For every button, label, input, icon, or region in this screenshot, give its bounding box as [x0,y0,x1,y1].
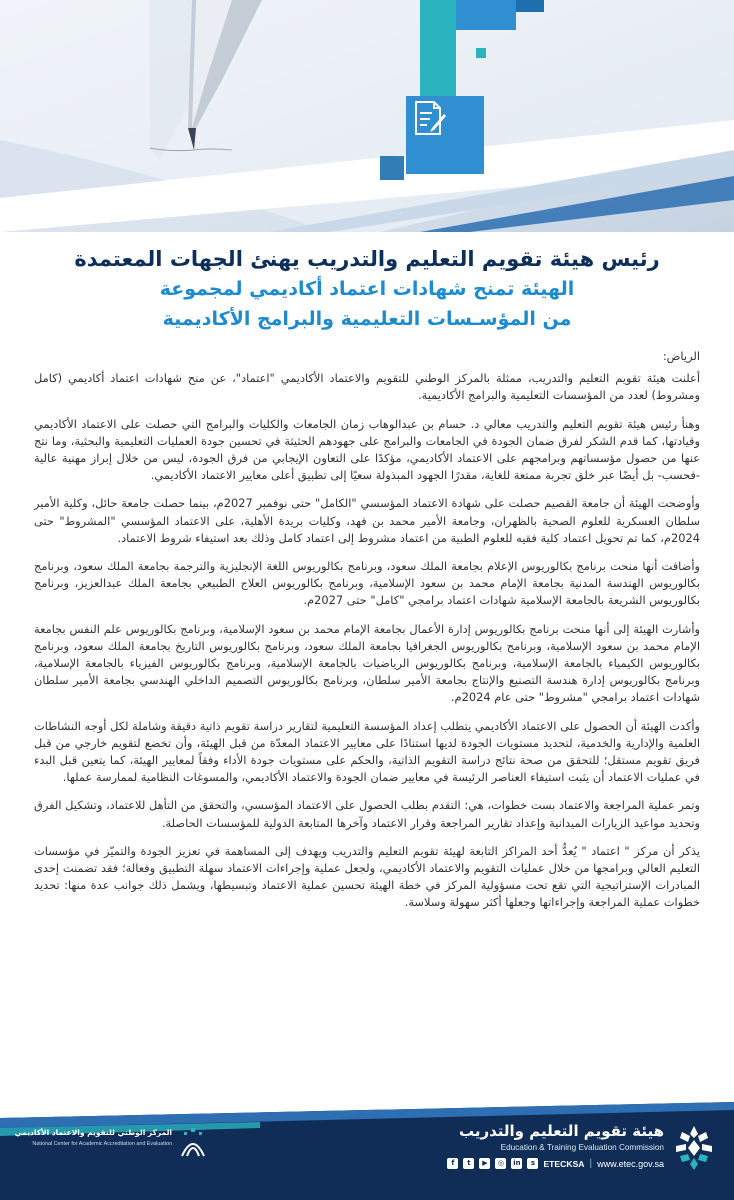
paragraph: أعلنت هيئة تقويم التعليم والتدريب، ممثلة بالمركز الوطني للتقويم والاعتماد الأكاديمي "اعتماد"، عن منح شهادات اعتماد أكاديمي (كامل ومشروط) لعدد من المؤسسات التعليمية والبرامج الأكاديمية. [34,371,700,403]
ncaaa-emblem-icon [178,1126,208,1164]
linkedin-icon[interactable]: in [513,1159,521,1167]
paragraph: وأشارت الهيئة إلى أنها منحت برنامج بكالوريوس إدارة الأعمال بجامعة الإمام محمد بن سعود الإسلامية، وبرنامج بكالوريوس علم النفس بجامعة الإمام محمد بن سعود الإسلامية، وبرنامج بكالوريوس الجغرافيا بجامعة الملك سعود، وبرنامج بكالوريوس التاريخ بجامعة الملك سعود، وبرنامج بكالوريوس الكيمياء بالجامعة الإسلامية، وبرنامج بكالوريوس الرياضيات بالجامعة الإسلامية، وبرنامج بكالوريوس الفيزياء بالجامعة الإسلامية، وبرنامج بكالوريوس إدارة هندسة التصنيع والإنتاج بجامعة الأمير سلطان، وبرنامج بكالوريوس التصميم الداخلي الهندسي بجامعة الأمير سلطان شهادات اعتماد برامجي "مشروط" حتى عام 2024م. [34,621,700,705]
paragraph: يذكر أن مركز " اعتماد " يُعدُّ أحد المراكز التابعة لهيئة تقويم التعليم والتدريب ويهدف إلى المساهمة في تعزيز الجودة والتميّز في مؤسسات التعليم العالي وبرامجها من خلال عمليات التقويم والاعتماد الأكاديمي، ولجعل عملية وإجراءات الاعتماد سهلة التطبيق وفعالة؛ فقد تضمنت إحدى المبادرات الإستراتيجية التي تقع تحت مسؤولية المركز في خطة الهيئة تحسين عملية الاعتماد وتبسيطها، ويشمل ذلك جوانب عدة منها: تحديد خطوات عملية المراجعة وإجراءاتها وجعلها أكثر سهولة وسلاسة. [34,843,700,910]
paragraph: وتمر عملية المراجعة والاعتماد بست خطوات، هي: التقدم بطلب الحصول على الاعتماد المؤسسي، والتحقق من التأهل للاعتماد، وتشكيل الفرق وتحديد مواعيد الزيارات الميدانية وإعداد تقارير المراجعة وقرار الاعتماد وآخرها المتابعة الدولية للمؤسسات الحاصلة. [34,798,700,830]
dateline: الرياض: [662,349,700,363]
headline-subtitle-line-2: من المؤسـسات التعليمية والبرامج الأكاديمية [162,308,572,330]
paragraph: وأكدت الهيئة أن الحصول على الاعتماد الأكاديمي يتطلب إعداد المؤسسة التعليمية لتقارير دراسة تقويم ذاتية دقيقة وشاملة لكل أوجه النشاطات العلمية والإدارية والخدمية، لتحديد مستويات الجودة لديها استنادًا على معايير الاعتماد المعدّة من قبل الهيئة، وأن تخضع لتقويم خارجي من قبل فريق تقويم مستقل؛ للتحقق من صحة نتائج دراسة التقويم الذاتية، والحكم على مستويات جودة الأداء وفقاً لمعايير الهيئة، كما يتعين قبل البدء في عمليات الاعتماد أن يثبت استيفاء العناصر الرئيسة في معايير ضمان الجودة والاعتماد الأكاديمي، والمسوغات النظامية لممارسة عملها. [34,718,700,785]
instagram-icon[interactable]: ◎ [495,1158,506,1169]
ncaaa-logo [14,1126,218,1176]
footer [0,1088,734,1200]
ncaaa-name-arabic: المركز الوطني للتقويم والاعتماد الأكاديمي [14,1128,172,1137]
headline-subtitle-line-1: الهيئة تمنح شهادات اعتماد أكاديمي لمجموعة [159,278,575,300]
etec-logo [336,1122,716,1182]
etec-contact-row [447,1158,664,1169]
snapchat-icon[interactable]: s [527,1158,538,1169]
ncaaa-name-english: National Center for Academic Accreditation and Evaluation [32,1141,172,1147]
etec-emblem-icon [672,1122,716,1172]
website-link[interactable]: www.etec.gov.sa [597,1158,664,1169]
social-handle[interactable]: ETECKSA [543,1158,585,1169]
article-body [34,348,700,1048]
paragraph: وهنأ رئيس هيئة تقويم التعليم والتدريب معالي د. حسام بن عبدالوهاب زمان الجامعات والكليات والبرامج التي حصلت على الاعتماد الأكاديمي وقيادتها، كما قدم الشكر لفرق ضمان الجودة في الجامعات والبرامج على جهودهم الحثيثة في تحسين جودة العمليات التعليمية والبحثية، وما نتج عنها من حصول مؤسساتهم وبرامجهم على الاعتماد الأكاديمي، مؤكدًا على التعاون الإيجابي من فرق الجودة، ليس من خلال إبراز مهنية عالية -فحسب- بل أيضًا عبر خلق تجربة ممتعة للغاية، مقدرًا الجهود المبذولة سعيًا إلى تطبيق أعلى معايير الاعتماد الأكاديمي. [34,416,700,483]
hero-illustration [0,0,734,232]
paragraph: وأوضحت الهيئة أن جامعة القصيم حصلت على شهادة الاعتماد المؤسسي "الكامل" حتى نوفمبر 2027م، بينما حصلت جامعة حائل، وكلية الأمير سلطان العسكرية للعلوم الصحية بالظهران، وجامعة الأمير محمد بن فهد، وكليات بريدة الأهلية، على الاعتماد المؤسسي "المشروط" حتى 2024م، كما تم تحويل اعتماد كلية فقيه للعلوم الطبية من اعتماد مشروط إلى اعتماد كامل وذلك بعد استيفاء شروط الاعتماد. [34,496,700,545]
etec-name-english: Education & Training Evaluation Commission [500,1143,664,1152]
facebook-icon[interactable]: f [447,1158,458,1169]
divider: | [589,1158,593,1169]
headline-title: رئيس هيئة تقويم التعليم والتدريب يهنئ الجهات المعتمدة [74,247,660,271]
paragraph: وأضافت أنها منحت برنامج بكالوريوس الإعلام بجامعة الملك سعود، وبرنامج بكالوريوس اللغة الإنجليزية والترجمة بجامعة الملك سعود، وبرنامج بكالوريوس الهندسة المدنية بجامعة الإمام محمد بن سعود الإسلامية، وبرنامج بكالوريوس العلاج الطبيعي بجامعة الملك عبدالعزيز، وبرنامج بكالوريوس الشريعة بالجامعة الإسلامية شهادات اعتماد برامجي "كامل" حتى 2027م. [34,559,700,608]
headline-block [40,244,694,334]
youtube-icon[interactable]: ▶ [479,1158,490,1169]
header-hero [0,0,734,232]
twitter-icon[interactable]: t [463,1158,474,1169]
document-pen-icon [406,96,484,174]
etec-name-arabic: هيئة تقويم التعليم والتدريب [458,1122,664,1140]
